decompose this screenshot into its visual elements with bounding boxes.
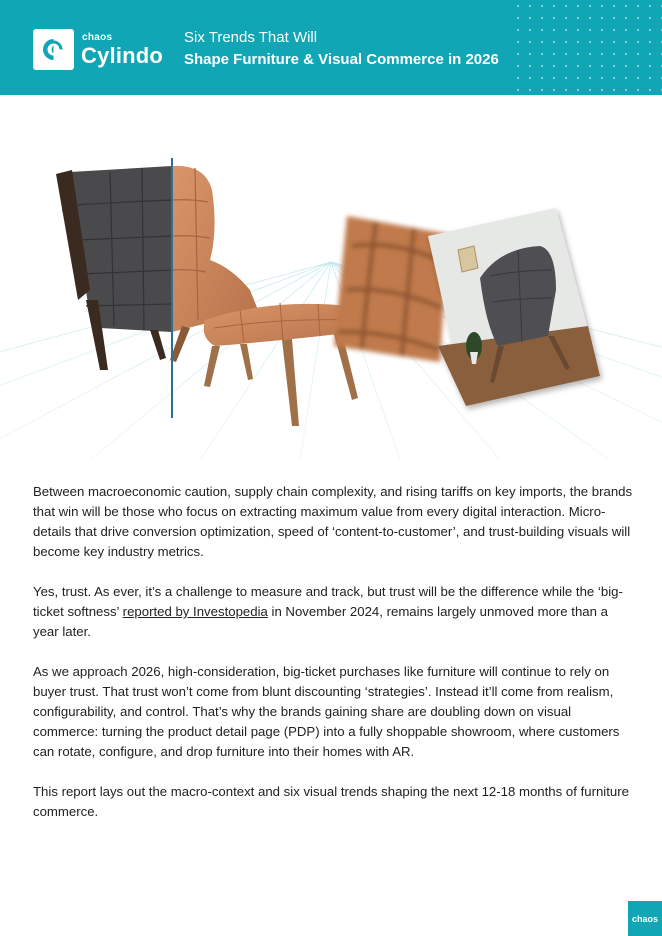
paragraph-4: This report lays out the macro-context and six visual trends shaping the next 12-18 months of furniture commerce. <box>33 784 629 819</box>
ottoman-icon <box>204 303 358 426</box>
armchair-icon <box>56 158 258 418</box>
room-scene-icon <box>428 208 600 406</box>
paragraph-2 <box>33 582 633 642</box>
paragraph-2-end: in November 2024, remains largely unmoved more than a year later. <box>33 604 608 639</box>
intro-text <box>33 482 633 842</box>
hero-image <box>0 150 662 460</box>
cylindo-logo-icon <box>33 29 74 70</box>
paragraph-1: Between macroeconomic caution, supply chain complexity, and rising tariffs on key imports, the brands that win will be those who focus on extracting maximum value from every digital interaction. Micro-details that drive conversion optimization, speed of ‘content-to-customer’, and trust-building visuals will become key industry metrics. <box>33 484 633 559</box>
header-banner <box>0 0 662 95</box>
dot-pattern <box>512 0 662 95</box>
paragraph-3: As we approach 2026, high-consideration, big-ticket purchases like furniture will continue to rely on buyer trust. That trust won’t come from blunt discounting ‘strategies’. Instead it’ll come from realism, configurability, and control. That’s why the brands gaining share are doubling down on visual commerce: turning the product detail page (PDP) into a fully shoppable showroom, where customers can rotate, configure, and drop furniture into their homes with AR. <box>33 664 620 759</box>
page-title-line2: Shape Furniture & Visual Commerce in 2026 <box>184 51 499 68</box>
chaos-footer-badge: chaos <box>628 901 662 936</box>
brand-small-text: chaos <box>82 32 113 43</box>
brand-name: Cylindo <box>81 43 164 68</box>
page-title-line1: Six Trends That Will <box>184 29 318 46</box>
investopedia-link[interactable]: reported by Investopedia <box>122 604 268 619</box>
paragraph-2-start: Yes, trust. As ever, it’s a challenge to measure and track, but trust will be the difference while the ‘big-ticket softness’ <box>33 584 623 619</box>
